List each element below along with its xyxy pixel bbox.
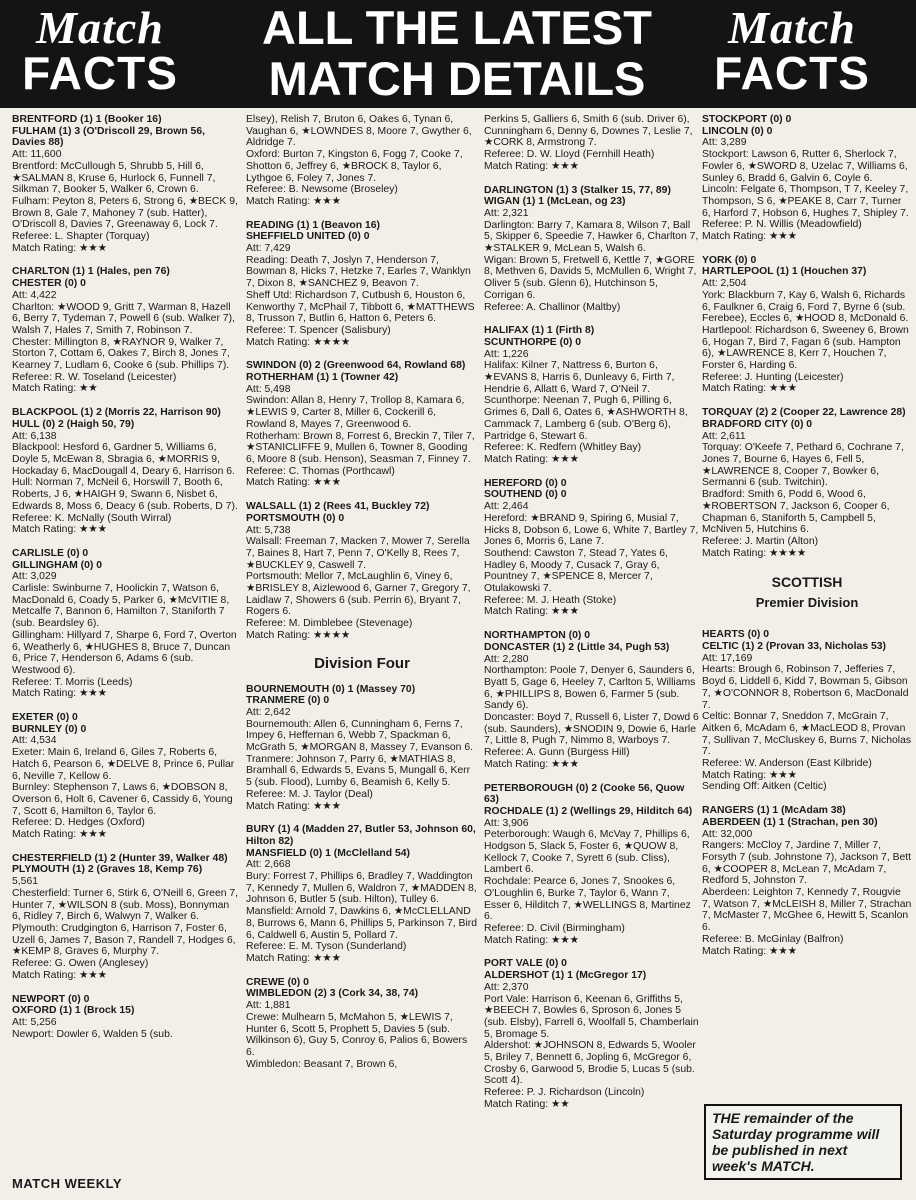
logo-script-right: Match bbox=[728, 2, 856, 53]
match-report bbox=[246, 684, 478, 813]
match-report bbox=[246, 220, 478, 349]
match-report bbox=[12, 114, 240, 254]
match-report bbox=[484, 958, 699, 1110]
match-details: Att: 32,000 Rangers: McCloy 7, Jardine 7, Miller 7, Forsyth 7 (sub. Johnstone 7), Jackson 7, Bett 6, ★COOPER 8, McLean 7, McAdam 7, Redford 5, Johnston 7. Aberdeen: Leighton 7, Kennedy 7, Rougvie 7, Watson 7, ★McLEISH 8, Miller 7, Strachan 7, McMaster 7, McGhee 6, Hewitt 5, Scanlon 6. Referee: B. McGinlay (Balfron) Match Rating: ★★★ bbox=[702, 828, 912, 957]
header-title bbox=[212, 2, 702, 104]
match-result: READING (1) 1 (Beavon 16) SHEFFIELD UNITED (0) 0 bbox=[246, 219, 380, 243]
match-result: CARLISLE (0) 0 GILLINGHAM (0) 0 bbox=[12, 547, 103, 571]
match-report bbox=[12, 407, 240, 536]
match-result: BOURNEMOUTH (0) 1 (Massey 70) TRANMERE (0) 0 bbox=[246, 683, 416, 707]
match-report bbox=[12, 548, 240, 700]
match-details: Att: 2,370 Port Vale: Harrison 6, Keenan 6, Griffiths 5, ★BEECH 7, Bowles 6, Sproson 6, Jones 5 (sub. Elsby), Farrell 6, Woolfall 5, Chamberlain 5, Bromage 5. Aldershot: ★JOHNSON 8, Edwards 5, Wooler 5, Briley 7, Bennett 6, Jopling 6, McGregor 6, Crosby 6, Garwood 5, Brodie 5, Lucas 5 (sub. Scott 4). Referee: P. J. Richardson (Lincoln) Match Rating: ★★ bbox=[484, 981, 699, 1110]
match-report bbox=[484, 114, 699, 173]
match-details: Att: 7,429 Reading: Death 7, Joslyn 7, Henderson 7, Bowman 8, Hicks 7, Hetzke 7, Earles 7, Wanklyn 7, Dixon 8, ★SANCHEZ 9, Beavon 7. Sheff Utd: Richardson 7, Cutbush 6, Houston 6, Kenworthy 7, McPhail 7, Tibbott 6, ★MATTHEWS 8, Trusson 7, Butlin 6, Hatton 6, Peters 6. Referee: T. Spencer (Salisbury) Match Rating: ★★★★ bbox=[246, 243, 475, 348]
logo-word-right: FACTS bbox=[714, 47, 870, 99]
match-report bbox=[702, 255, 912, 395]
match-report bbox=[702, 805, 912, 957]
header-title-line2: MATCH DETAILS bbox=[268, 52, 646, 105]
match-details: Att: 1,226 Halifax: Kilner 7, Nattress 6, Burton 6, ★EVANS 8, Harris 6, Dunleavy 6, Firth 7, Hendrie 6, Allatt 6, Ward 7, O'Neil 7. Scunthorpe: Neenan 7, Pugh 6, Pilling 6, Grimes 6, Dall 6, Oates 6, ★ASHWORTH 8, Cammack 7, Lamberg 6 (sub. O'Berg 6), Partridge 6, Stewart 6. Referee: K. Redfern (Whitley Bay) Match Rating: ★★★ bbox=[484, 348, 688, 465]
match-result: BURY (1) 4 (Madden 27, Butler 53, Johnson 60, Hilton 82) MANSFIELD (0) 1 (McClelland 54) bbox=[246, 824, 476, 859]
match-report bbox=[702, 407, 912, 559]
match-report bbox=[12, 994, 240, 1041]
match-result: TORQUAY (2) 2 (Cooper 22, Lawrence 28) BRADFORD CITY (0) 0 bbox=[702, 407, 906, 430]
match-details: Att: 17,169 Hearts: Brough 6, Robinson 7, Jefferies 7, Boyd 6, Liddell 6, Kidd 7, Bowman 5, Gibson 7, ★O'CONNOR 8, Robertson 6, MacDonald 7. Celtic: Bonnar 7, Sneddon 7, McGrain 7, Aitken 6, McAdam 6, ★MacLEOD 8, Provan 7, Sullivan 7, McCluskey 6, Burns 7, Nicholas 7. Referee: W. Anderson (East Kilbride) Match Rating: ★★★ Sending Off: Aitken (Celtic) bbox=[702, 652, 912, 793]
header-title-line1: ALL THE LATEST bbox=[262, 1, 652, 54]
division-heading: Division Four bbox=[314, 654, 410, 672]
match-result: PETERBOROUGH (0) 2 (Cooke 56, Quow 63) ROCHDALE (1) 2 (Wellings 29, Hilditch 64) bbox=[484, 782, 693, 817]
match-result: NEWPORT (0) 0 OXFORD (1) 1 (Brock 15) bbox=[12, 993, 135, 1017]
match-facts-logo-right bbox=[702, 2, 882, 99]
logo-script-left: Match bbox=[36, 2, 164, 53]
match-details: Att: 3,029 Carlisle: Swinburne 7, Hoolickin 7, Watson 6, MacDonald 6, Coady 5, Parker 6, ★McVITIE 8, Metcalfe 7, Bannon 6, Hamilton 7, Staniforth 7 (sub. Beardsley 6). Gillingham: Hillyard 7, Sharpe 6, Ford 7, Overton 6, Weatherly 6, ★HUGHES 8, Bruce 7, Duncan 6, Price 7, Henderson 6, Adams 6 (sub. Westwood 6). Referee: T. Morris (Leeds) Match Rating: ★★★ bbox=[12, 571, 237, 700]
match-details: Att: 3,289 Stockport: Lawson 6, Rutter 6, Sherlock 7, Fowler 6, ★SWORD 8, Uzelac 7, Williams 6, Sunley 6, Bradd 6, Galvin 6, Coyle 6. Lincoln: Felgate 6, Thompson, T 7, Keeley 7, Thompson, S 6, ★PEAKE 8, Carr 7, Turner 6, Harford 7, Hobson 6, Hughes 7, Shipley 7. Referee: P. N. Willis (Meadowfield) Match Rating: ★★★ bbox=[702, 137, 909, 243]
match-result: STOCKPORT (0) 0 LINCOLN (0) 0 bbox=[702, 114, 792, 137]
match-result: HEARTS (0) 0 CELTIC (1) 2 (Provan 33, Nicholas 53) bbox=[702, 629, 887, 653]
match-report bbox=[246, 977, 478, 1071]
match-result: NORTHAMPTON (0) 0 DONCASTER (1) 2 (Little 34, Pugh 53) bbox=[484, 630, 670, 653]
column-4 bbox=[702, 114, 912, 1200]
match-details: Att: 4,422 Charlton: ★WOOD 9, Gritt 7, Warman 8, Hazell 6, Berry 7, Tydeman 7, Powell 6 (sub. Walker 7), Walsh 7, Hales 7, Smith 7, Robinson 7. Chester: Millington 8, ★RAYNOR 9, Walker 7, Storton 7, Cottam 6, Oakes 7, Birch 8, Jones 7, Kearney 7, Ludlam 6, Cooke 6 (sub. Phillips 7). Referee: R. W. Toseland (Leicester) Match Rating: ★★ bbox=[12, 289, 235, 395]
notice-box: THE remainder of the Saturday programme will be published in next week's MATCH. bbox=[704, 1104, 902, 1180]
match-report bbox=[702, 114, 912, 243]
match-report bbox=[484, 630, 699, 770]
match-result: PORT VALE (0) 0 ALDERSHOT (1) 1 (McGregor 17) bbox=[484, 958, 647, 982]
match-details: Att: 2,464 Hereford: ★BRAND 9, Spiring 6, Musial 7, Hicks 8, Dobson 6, Lowe 6, White 7, Bartley 7, Jones 6, Morris 6, Lane 7. Southend: Cawston 7, Stead 7, Yates 6, Hadley 6, Moody 7, Cusack 7, Gray 6, Pountney 7, ★SPENCE 8, Mercer 7, Otulakowski 7. Referee: M. J. Heath (Stoke) Match Rating: ★★★ bbox=[484, 501, 699, 618]
match-result: CHESTERFIELD (1) 2 (Hunter 39, Walker 48) PLYMOUTH (1) 2 (Graves 18, Kemp 76) bbox=[12, 852, 228, 876]
match-details: Att: 4,534 Exeter: Main 6, Ireland 6, Giles 7, Roberts 6, Hatch 6, Pearson 6, ★DELVE 8, Prince 6, Pullar 6, Neville 7, Kellow 6. Burnley: Stephenson 7, Laws 6, ★DOBSON 8, Overson 6, Holt 6, Cavener 6, Cassidy 6, Young 7, Scott 6, Hamilton 6, Taylor 6. Referee: D. Hedges (Oxford) Match Rating: ★★★ bbox=[12, 735, 235, 841]
match-result: WALSALL (1) 2 (Rees 41, Buckley 72) PORTSMOUTH (0) 0 bbox=[246, 501, 430, 524]
column-2 bbox=[246, 114, 478, 1182]
match-details: Att: 11,600 Brentford: McCullough 5, Shrubb 5, Hill 6, ★SALMAN 8, Kruse 6, Hurlock 6, Funnell 7, Silkman 7, Booker 5, Walker 6, Crown 6. Fulham: Peyton 8, Peters 6, Strong 6, ★BECK 9, Brown 8, Gale 7, Mahoney 7 (sub. Hatter), O'Driscoll 8, Davies 7, Greenaway 6, Lock 7. Referee: L. Shapter (Torquay) Match Rating: ★★★ bbox=[12, 149, 238, 254]
match-result: YORK (0) 0 HARTLEPOOL (1) 1 (Houchen 37) bbox=[702, 254, 867, 278]
logo-word-left: FACTS bbox=[22, 47, 178, 99]
match-result: HEREFORD (0) 0 SOUTHEND (0) 0 bbox=[484, 477, 567, 501]
match-details: Att: 2,280 Northampton: Poole 7, Denyer 6, Saunders 6, Byatt 5, Gage 6, Heeley 7, Carlton 5, Williams 6, ★PHILLIPS 8, Bowen 6, Farmer 5 (sub. Sandy 6). Doncaster: Boyd 7, Russell 6, Lister 7, Dowd 6 (sub. Saunders), ★SNODIN 9, Dowie 6, Harle 7, Little 8, Pugh 7, Nimmo 8, Warboys 7. Referee: A. Gunn (Burgess Hill) Match Rating: ★★★ bbox=[484, 653, 699, 770]
match-details: Att: 1,881 Crewe: Mulhearn 5, McMahon 5, ★LEWIS 7, Hunter 6, Scott 5, Prophett 5, Davies 5 (sub. Wilkinson 6), Guy 5, Conroy 6, Palios 6, Bowers 6. Wimbledon: Beasant 7, Brown 6, bbox=[246, 1000, 468, 1070]
match-details: Att: 6,138 Blackpool: Hesford 6, Gardner 5, Williams 6, Doyle 5, McEwan 8, Sbragia 6, ★MORRIS 9, Hockaday 6, MacDougall 4, Deary 6, Harrison 6. Hull: Norman 7, McNeil 6, Horswill 7, Booth 6, Roberts, J 6, ★HAIGH 9, Swann 6, Nisbet 6, Edwards 8, Moss 6, Deacy 6 (sub. Roberts, D 7). Referee: K. McNally (South Wirral) Match Rating: ★★★ bbox=[12, 430, 238, 536]
match-result: SWINDON (0) 2 (Greenwood 64, Rowland 68) ROTHERHAM (1) 1 (Towner 42) bbox=[246, 360, 466, 384]
match-report bbox=[246, 360, 478, 489]
match-facts-logo-left bbox=[10, 2, 190, 99]
match-details: Att: 2,321 Darlington: Barry 7, Kamara 8, Wilson 7, Ball 5, Skipper 6, Speedie 7, Hawker 6, Charlton 7, ★STALKER 9, McLean 5, Walsh 6. Wigan: Brown 5, Fretwell 6, Kettle 7, ★GORE 8, Methven 6, Davids 5, McMullen 6, Wright 7, Oliver 5 (sub. Glenn 6), Hutchinson 5, Corrigan 6. Referee: A. Challinor (Maltby) bbox=[484, 207, 699, 313]
page-header bbox=[0, 0, 916, 108]
match-result: RANGERS (1) 1 (McAdam 38) ABERDEEN (1) 1 (Strachan, pen 30) bbox=[702, 805, 878, 828]
match-result: HALIFAX (1) 1 (Firth 8) SCUNTHORPE (0) 0 bbox=[484, 325, 595, 348]
match-details: Elsey), Relish 7, Bruton 6, Oakes 6, Tynan 6, Vaughan 6, ★LOWNDES 8, Moore 7, Gwyther 6, Aldridge 7. Oxford: Burton 7, Kingston 6, Fogg 7, Cooke 7, Shotton 6, Jeffrey 6, ★BROCK 8, Taylor 6, Lythgoe 6, Foley 7, Jones 7. Referee: B. Newsome (Broseley) Match Rating: ★★★ bbox=[246, 114, 472, 207]
column-1 bbox=[12, 114, 240, 1194]
match-result: CREWE (0) 0 WIMBLEDON (2) 3 (Cork 34, 38, 74) bbox=[246, 976, 419, 1000]
match-report bbox=[12, 266, 240, 395]
match-report bbox=[484, 185, 699, 314]
match-result: EXETER (0) 0 BURNLEY (0) 0 bbox=[12, 712, 87, 735]
match-report bbox=[12, 712, 240, 841]
match-report bbox=[246, 501, 478, 641]
match-report bbox=[702, 629, 912, 793]
match-details: Att: 5,256 Newport: Dowler 6, Walden 5 (sub. bbox=[12, 1016, 173, 1040]
match-report bbox=[484, 478, 699, 618]
match-report bbox=[484, 325, 699, 465]
match-details: Att: 2,642 Bournemouth: Allen 6, Cunningham 6, Ferns 7, Impey 6, Heffernan 6, Webb 7, Spackman 6, McGrath 5, ★MORGAN 8, Massey 7, Evanson 6. Tranmere: Johnson 7, Parry 6, ★MATHIAS 8, Bramhall 6, Edwards 5, Evans 5, Mungall 6, Kerr 5 (sub. Flood), Lumby 6, Beamish 6, Kelly 5. Referee: M. J. Taylor (Deal) Match Rating: ★★★ bbox=[246, 706, 474, 812]
match-result: BLACKPOOL (1) 2 (Morris 22, Harrison 90) HULL (0) 2 (Haigh 50, 79) bbox=[12, 407, 221, 430]
match-details: 5,561 Chesterfield: Turner 6, Stirk 6, O'Neill 6, Green 7, Hunter 7, ★WILSON 8 (sub. Moss), Bonnyman 6, Ridley 7, Birch 6, Walwyn 7, Walker 6. Plymouth: Crudgington 6, Harrison 7, Foster 6, Uzell 6, James 7, Bason 7, Randell 7, Hodges 6, ★KEMP 8, Graves 6, Murphy 7. Referee: G. Owen (Anglesey) Match Rating: ★★★ bbox=[12, 876, 239, 981]
match-report bbox=[12, 853, 240, 982]
match-details: Att: 3,906 Peterborough: Waugh 6, McVay 7, Phillips 6, Hodgson 5, Slack 5, Foster 6, ★QUOW 8, Kellock 7, Cooke 7, Syrett 6 (sub. Cliss), Lambert 6. Rochdale: Pearce 6, Jones 7, Snookes 6, O'Loughlin 6, Burke 7, Taylor 6, Wann 7, Esser 6, Hilditch 7, ★WELLINGS 8, Martinez 6. Referee: D. Civil (Birmingham) Match Rating: ★★★ bbox=[484, 817, 691, 946]
league-heading: SCOTTISH bbox=[771, 574, 843, 591]
match-details: Att: 2,611 Torquay: O'Keefe 7, Pethard 6, Cochrane 7, Jones 7, Bourne 6, Hayes 6, Fell 5, ★LAWRENCE 8, Cooper 7, Bowker 6, Sermanni 6 (sub. Twitchin). Bradford: Smith 6, Podd 6, Wood 6, ★ROBERTSON 7, Jackson 6, Cooper 6, Chapman 6, Staniforth 5, Campbell 5, McNiven 5, Hutchins 6. Referee: J. Martin (Alton) Match Rating: ★★★★ bbox=[702, 430, 904, 559]
match-details: Att: 2,668 Bury: Forrest 7, Phillips 6, Bradley 7, Waddington 7, Kennedy 7, Mullen 6, Waldron 7, ★MADDEN 8, Johnson 6, Butler 5 (sub. Hilton), Tulley 6. Mansfield: Arnold 7, Dawkins 6, ★McCLELLAND 8, Burrows 6, Mann 6, Phillips 5, Parkinson 7, Bird 6, Caldwell 6, Austin 5, Pollard 7. Referee: E. M. Tyson (Sunderland) Match Rating: ★★★ bbox=[246, 859, 478, 964]
footer-credit: MATCH WEEKLY bbox=[12, 1176, 122, 1191]
match-result: DARLINGTON (1) 3 (Stalker 15, 77, 89) WIGAN (1) 1 (McLean, og 23) bbox=[484, 184, 671, 208]
match-report bbox=[246, 114, 478, 208]
division-heading: Premier Division bbox=[755, 595, 859, 611]
match-report bbox=[246, 824, 478, 964]
column-3 bbox=[484, 114, 699, 1176]
match-result: BRENTFORD (1) 1 (Booker 16) FULHAM (1) 3 (O'Driscoll 29, Brown 56, Davies 88) bbox=[12, 114, 205, 149]
match-details: Att: 2,504 York: Blackburn 7, Kay 6, Walsh 6, Richards 6, Faulkner 6, Craig 6, Ford 7, Byrne 6 (sub. Ferebee), Eccles 6, ★HOOD 8, McDonald 6. Hartlepool: Richardson 6, Sweeney 6, Brown 6, Hogan 7, Bird 7, Fagan 6 (sub. Hampton 6), ★LAWRENCE 8, Kerr 7, Houchen 7, Forster 6, Harding 6. Referee: J. Hunting (Leicester) Match Rating: ★★★ bbox=[702, 278, 909, 395]
match-result: CHARLTON (1) 1 (Hales, pen 76) CHESTER (0) 0 bbox=[12, 266, 170, 290]
match-details: Att: 5,498 Swindon: Allan 8, Henry 7, Trollop 8, Kamara 6, ★LEWIS 9, Carter 8, Miller 6, Cockerill 6, Rowland 8, Mayes 7, Greenwood 6. Rotherham: Brown 8, Forrest 6, Breckin 7, Tiler 7, ★STANICLIFFE 9, Mullen 6, Towner 8, Gooding 6, Moore 8 (sub. Henson), Seasman 7, Finney 7. Referee: C. Thomas (Porthcawl) Match Rating: ★★★ bbox=[246, 383, 475, 489]
match-report bbox=[484, 783, 699, 947]
match-details: Att: 5,738 Walsall: Freeman 7, Macken 7, Mower 7, Serella 7, Baines 8, Hart 7, Penn 7, O'Kelly 8, Rees 7, ★BUCKLEY 9, Caswell 7. Portsmouth: Mellor 7, McLaughlin 6, Viney 6, ★BRISLEY 8, Aizlewood 6, Garner 7, Gregory 7, Laidlaw 7, Showers 6 (sub. Perrin 6), Bryant 7, Rogers 6. Referee: M. Dimblebee (Stevenage) Match Rating: ★★★★ bbox=[246, 524, 471, 641]
match-details: Perkins 5, Galliers 6, Smith 6 (sub. Driver 6), Cunningham 6, Denny 6, Downes 7, Leslie 7, ★CORK 8, Armstrong 7. Referee: D. W. Lloyd (Fernhill Heath) Match Rating: ★★★ bbox=[484, 114, 693, 172]
